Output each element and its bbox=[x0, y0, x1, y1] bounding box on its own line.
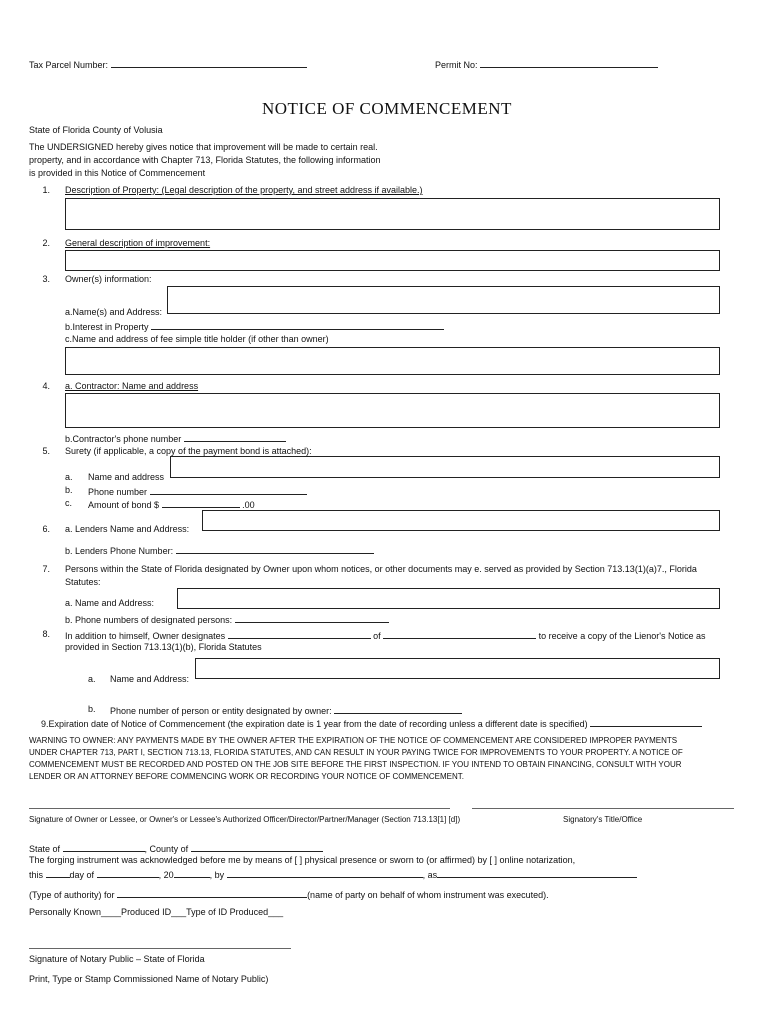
item-8-name-input[interactable] bbox=[195, 658, 720, 679]
item-1-number: 1. bbox=[42, 185, 50, 195]
surety-a-letter: a. bbox=[65, 472, 73, 482]
item-8-name-label: Name and Address: bbox=[110, 674, 190, 684]
surety-name-input[interactable] bbox=[170, 456, 720, 478]
item-8-phone-field[interactable] bbox=[334, 704, 462, 714]
property-description-input[interactable] bbox=[65, 198, 720, 230]
designee-of-field[interactable] bbox=[383, 629, 536, 639]
owner-name-label: a.Name(s) and Address: bbox=[65, 307, 163, 317]
notary-as-field[interactable] bbox=[437, 868, 637, 878]
item-8-a-letter: a. bbox=[88, 674, 96, 684]
page-title: NOTICE OF COMMENCEMENT bbox=[262, 99, 512, 118]
item-7-line-2: Statutes: bbox=[65, 577, 101, 587]
surety-name-label: Name and address bbox=[88, 472, 165, 482]
fee-simple-input[interactable] bbox=[65, 347, 720, 375]
surety-c-letter: c. bbox=[65, 498, 73, 508]
bond-amount-label: Amount of bond $ bbox=[88, 500, 160, 510]
item-8-designates: In addition to himself, Owner designates bbox=[65, 631, 226, 641]
permit-field[interactable] bbox=[480, 58, 658, 68]
surety-phone-label: Phone number bbox=[88, 487, 148, 497]
notary-signature-label: Signature of Notary Public – State of Florida bbox=[29, 954, 205, 964]
warning-line-2: UNDER CHAPTER 713, PART I, SECTION 713.13, FLORIDA STATUTES, AND CAN RESULT IN YOUR PAYING TWICE FOR IMPROVEMENTS TO YOUR PROPERTY. A NOTICE OF bbox=[29, 748, 683, 757]
notary-month-field[interactable] bbox=[97, 868, 159, 878]
item-8-receive: to receive a copy of the Lienor's Notice as bbox=[538, 631, 706, 641]
improvement-description-input[interactable] bbox=[65, 250, 720, 271]
expiration-field[interactable] bbox=[590, 717, 702, 727]
notary-forgoing-text: The forging instrument was acknowledged before me by means of [ ] physical presence or sworn to (or affirmed) by [ ] online notarization, bbox=[29, 855, 576, 865]
surety-label: Surety (if applicable, a copy of the payment bond is attached): bbox=[65, 446, 312, 456]
signatory-title-label: Signatory's Title/Office bbox=[563, 815, 643, 824]
designee-name-field[interactable] bbox=[228, 629, 371, 639]
lender-phone-field[interactable] bbox=[176, 544, 374, 554]
notary-day-of: day of bbox=[69, 870, 95, 880]
notary-by-field[interactable] bbox=[227, 868, 423, 878]
item-2-label: General description of improvement: bbox=[65, 238, 211, 248]
designated-phone-label: b. Phone numbers of designated persons: bbox=[65, 615, 233, 625]
item-8-phone-row bbox=[110, 704, 462, 716]
authority-row bbox=[29, 888, 549, 900]
tax-parcel-field[interactable] bbox=[111, 58, 307, 68]
contractor-label: a. Contractor: Name and address bbox=[65, 381, 199, 391]
item-8-phone-label: Phone number of person or entity designated by owner: bbox=[110, 706, 332, 716]
notary-by: , by bbox=[209, 870, 225, 880]
fee-simple-label: c.Name and address of fee simple title holder (if other than owner) bbox=[65, 334, 329, 344]
lender-phone-row bbox=[65, 544, 374, 556]
identification-text: Personally Known____Produced ID___Type of ID Produced___ bbox=[29, 907, 284, 917]
permit-label: Permit No: bbox=[435, 60, 478, 70]
designated-phone-field[interactable] bbox=[235, 613, 389, 623]
interest-row bbox=[65, 320, 444, 332]
notary-county-label: , County of bbox=[144, 844, 189, 854]
notary-county-field[interactable] bbox=[191, 842, 323, 852]
designated-name-label: a. Name and Address: bbox=[65, 598, 155, 608]
notary-year-prefix: , 20 bbox=[158, 870, 174, 880]
item-8-of: of bbox=[373, 631, 381, 641]
interest-label: b.Interest in Property bbox=[65, 322, 149, 332]
authority-field[interactable] bbox=[117, 888, 307, 898]
intro-line-3: is provided in this Notice of Commencement bbox=[29, 168, 206, 178]
contractor-input[interactable] bbox=[65, 393, 720, 428]
expiration-label: 9.Expiration date of Notice of Commencement (the expiration date is 1 year from the date of recording unless a different date is specified) bbox=[41, 719, 588, 729]
notary-day-field[interactable] bbox=[46, 868, 70, 878]
party-label: (name of party on behalf of whom instrument was executed). bbox=[307, 890, 549, 900]
bond-cents: .00 bbox=[242, 500, 255, 510]
authority-label: (Type of authority) for bbox=[29, 890, 115, 900]
item-3-number: 3. bbox=[42, 274, 50, 284]
notary-state-label: State of bbox=[29, 844, 61, 854]
notary-state-row bbox=[29, 842, 323, 854]
owner-name-address-input[interactable] bbox=[167, 286, 720, 314]
notary-year-field[interactable] bbox=[174, 868, 210, 878]
notary-this: this bbox=[29, 870, 44, 880]
item-8-b-letter: b. bbox=[88, 704, 96, 714]
signatory-title-line[interactable] bbox=[472, 808, 734, 809]
lender-name-input[interactable] bbox=[202, 510, 720, 531]
expiration-row bbox=[41, 717, 702, 729]
warning-line-4: LENDER OR AN ATTORNEY BEFORE COMMENCING WORK OR RECORDING YOUR NOTICE OF COMMENCEMENT. bbox=[29, 772, 464, 781]
tax-parcel-row bbox=[29, 58, 307, 70]
item-7-number: 7. bbox=[42, 564, 50, 574]
warning-line-1: WARNING TO OWNER: ANY PAYMENTS MADE BY THE OWNER AFTER THE EXPIRATION OF THE NOTICE OF COMMENCEMENT ARE CONSIDERED IMPROPER PAYMENTS bbox=[29, 736, 678, 745]
item-8-line-2: provided in Section 713.13(1)(b), Florida Statutes bbox=[65, 642, 262, 652]
intro-line-1: The UNDERSIGNED hereby gives notice that improvement will be made to certain real. bbox=[29, 142, 378, 152]
item-1-label: Description of Property: (Legal description of the property, and street address if available.) bbox=[65, 185, 423, 195]
tax-parcel-label: Tax Parcel Number: bbox=[29, 60, 109, 70]
notary-print-label: Print, Type or Stamp Commissioned Name of Notary Public) bbox=[29, 974, 269, 984]
item-3-label: Owner(s) information: bbox=[65, 274, 152, 284]
item-8-line-1 bbox=[65, 629, 705, 641]
surety-phone-field[interactable] bbox=[150, 485, 307, 495]
item-4-number: 4. bbox=[42, 381, 50, 391]
item-8-number: 8. bbox=[42, 629, 50, 639]
lender-phone-label: b. Lenders Phone Number: bbox=[65, 546, 174, 556]
surety-phone-row bbox=[88, 485, 307, 497]
notary-state-field[interactable] bbox=[63, 842, 145, 852]
contractor-phone-label: b.Contractor's phone number bbox=[65, 434, 182, 444]
item-2-number: 2. bbox=[42, 238, 50, 248]
lender-name-label: a. Lenders Name and Address: bbox=[65, 524, 190, 534]
designated-name-input[interactable] bbox=[177, 588, 720, 609]
state-county-text: State of Florida County of Volusia bbox=[29, 125, 163, 135]
contractor-phone-field[interactable] bbox=[184, 432, 286, 442]
contractor-phone-row bbox=[65, 432, 286, 444]
warning-line-3: COMMENCEMENT MUST BE RECORDED AND POSTED ON THE JOB SITE BEFORE THE FIRST INSPECTION. IF YOU INTEND TO OBTAIN FINANCING, CONSULT WITH YOUR bbox=[29, 760, 682, 769]
item-6-number: 6. bbox=[42, 524, 50, 534]
surety-b-letter: b. bbox=[65, 485, 73, 495]
bond-amount-row bbox=[88, 498, 255, 510]
bond-amount-field[interactable] bbox=[162, 498, 240, 508]
interest-field[interactable] bbox=[151, 320, 444, 330]
notary-date-row bbox=[29, 868, 637, 880]
owner-signature-label: Signature of Owner or Lessee, or Owner's or Lessee's Authorized Officer/Director/Partner/Manager (Section 713.13[1] [d]) bbox=[29, 815, 461, 824]
item-5-number: 5. bbox=[42, 446, 50, 456]
owner-signature-line[interactable] bbox=[29, 808, 450, 809]
intro-line-2: property, and in accordance with Chapter 713, Florida Statutes, the following information bbox=[29, 155, 381, 165]
item-7-line-1: Persons within the State of Florida designated by Owner upon whom notices, or other documents may e. served as provided by Section 713.13(1)(a)7., Florida bbox=[65, 564, 697, 574]
designated-phone-row bbox=[65, 613, 389, 625]
notary-as: , as bbox=[422, 870, 438, 880]
permit-row bbox=[435, 58, 658, 70]
notary-signature-line[interactable] bbox=[29, 948, 291, 949]
